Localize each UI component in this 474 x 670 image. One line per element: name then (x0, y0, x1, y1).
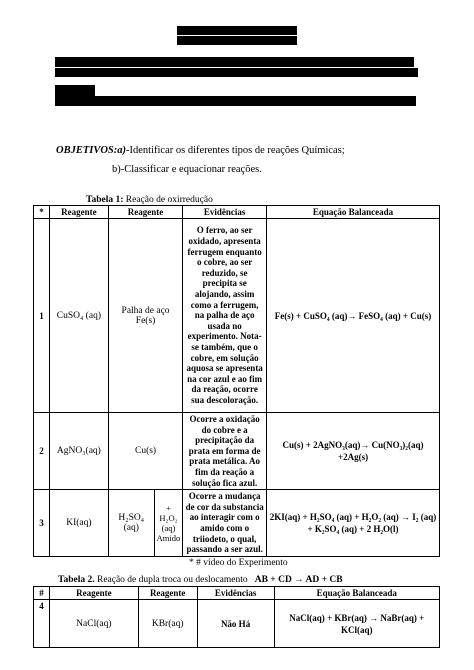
t2-header-equation: Equação Balanceada (274, 587, 440, 600)
table2-caption-text: Reação de dupla troca ou deslocamento (94, 575, 248, 585)
t1-header-evidence: Evidências (183, 206, 267, 219)
t2-row4-equation: NaCl(aq) + KBr(aq) → NaBr(aq) + KCl(aq) (274, 600, 440, 648)
t1-row3-equation: 2KI(aq) + H₂SO₄ (aq) + H₂O₂ (aq) → I₂ (aq) + K₂SO₄ (aq) + 2 H₂O(l) (267, 490, 440, 557)
t1-row1-equation: Fe(s) + CuSO₄ (aq)→ FeSO₄ (aq) + Cu(s) (267, 219, 440, 413)
redacted-title-1 (177, 26, 297, 35)
t2-row4-reagent1: NaCl(aq) (49, 600, 138, 648)
t1-row3-reagent2a: H₂SO₄ (aq) (108, 490, 154, 557)
t1-header-reagent1: Reagente (49, 206, 108, 219)
redacted-line-1 (55, 57, 414, 67)
t1-row1-num: 1 (34, 219, 50, 413)
t2-row4-num: 4 (34, 600, 50, 648)
t1-row2-reagent2: Cu(s) (108, 413, 182, 490)
t1-row1-reagent2: Palha de aço Fe(s) (108, 219, 182, 413)
table2 (33, 586, 440, 648)
table-row (34, 413, 440, 490)
objectives-line-a (56, 145, 345, 156)
table1 (33, 205, 440, 557)
redacted-line-2 (55, 68, 418, 77)
t1-row3-num: 3 (34, 490, 50, 557)
t1-header-num: * (34, 206, 50, 219)
objective-a: -Identificar os diferentes tipos de reações Químicas; (126, 145, 345, 156)
t1-header-equation: Equação Balanceada (267, 206, 440, 219)
t1-row1-evidence: O ferro, ao ser oxidado, apresenta ferrugem enquanto o cobre, ao ser reduzido, se precipita se alojando, assim como a ferrugem, na palha de aço usada no experimento. Nota-se também, que o cobre, em solução aquosa se apresenta na cor azul e ao fim da reação, ocorre sua descoloração. (183, 219, 267, 413)
t1-row3-reagent1: KI(aq) (49, 490, 108, 557)
t2-header-reagent2: Reagente (138, 587, 197, 600)
objectives-label: OBJETIVOS:a) (56, 145, 127, 156)
t1-row2-equation: Cu(s) + 2AgNO₃(aq)→ Cu(NO₃)₂(aq) +2Ag(s) (267, 413, 440, 490)
t2-header-evidence: Evidências (197, 587, 274, 600)
table-row (34, 219, 440, 413)
t1-row1-reagent1: CuSO₄ (aq) (49, 219, 108, 413)
t1-row3-evidence: Ocorre a mudança de cor da substancia ao interagir com o amido com o triiodeto, o qual, passando a ser azul. (183, 490, 267, 557)
t2-row4-evidence: Não Há (197, 600, 274, 648)
table-row (34, 600, 440, 648)
objective-b: b)-Classificar e equacionar reações. (112, 164, 262, 175)
table1-caption-text: Reação de oxirredução (123, 195, 213, 205)
table2-caption-label: Tabela 2. (58, 575, 95, 585)
t1-row3-reagent2b: + H₂O₂ (aq) Amido (154, 490, 183, 557)
table-row (34, 490, 440, 557)
t1-row2-evidence: Ocorre a oxidação do cobre e a precipitação da prata em forma de prata metálica. Ao fim da reação a solução fica azul. (183, 413, 267, 490)
t1-row2-num: 2 (34, 413, 50, 490)
table1-caption (86, 195, 213, 205)
table2-caption-equation: AB + CD → AD + CB (254, 575, 343, 585)
t1-header-reagent2: Reagente (108, 206, 182, 219)
t2-header-reagent1: Reagente (49, 587, 138, 600)
table1-caption-label: Tabela 1: (86, 195, 124, 205)
t2-header-num: # (34, 587, 50, 600)
t1-row2-reagent1: AgNO₃(aq) (49, 413, 108, 490)
redacted-title-2 (177, 36, 297, 45)
table1-footnote: * # vídeo do Experimento (189, 558, 288, 568)
t2-row4-reagent2: KBr(aq) (138, 600, 197, 648)
redacted-line-4 (55, 96, 416, 106)
table2-caption (58, 575, 343, 585)
